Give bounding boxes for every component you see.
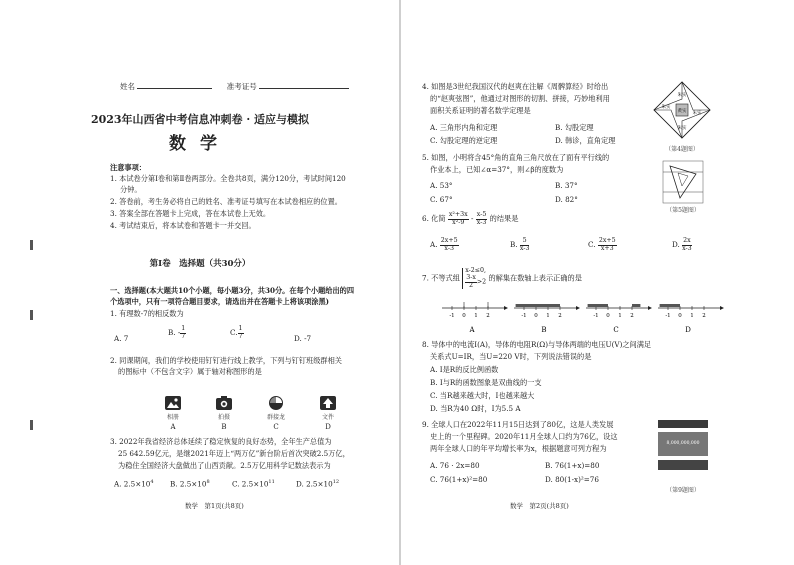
tick-label: 0 (534, 313, 538, 319)
q6-option-c[interactable] (588, 238, 617, 252)
q4-option-a[interactable]: A. 三角形内角和定理 (430, 123, 498, 132)
note-item: 3. 答案全部在答题卡上完成，答在本试卷上无效。 (110, 209, 271, 218)
notes-heading: 注意事项： (110, 163, 146, 172)
note-item: 分钟。 (120, 185, 142, 194)
tick-label: 2 (558, 313, 562, 319)
fraction (180, 326, 186, 340)
numerator: 2x+5 (598, 237, 616, 244)
q5-line: 作业本上，已知∠α=37°，则∠β的度数为 (430, 165, 564, 174)
tick-label: 0 (678, 313, 682, 319)
q3-option-a[interactable] (114, 479, 154, 490)
q6-option-b[interactable] (510, 238, 529, 252)
tick-label: 1 (546, 313, 550, 319)
solution-shading (632, 304, 640, 307)
q3-line: 25 642.59亿元，是继2021年迈上“两万亿”新台阶后首次突破2.5万亿， (118, 449, 350, 458)
fraction (440, 238, 459, 252)
q1-option-c[interactable] (230, 326, 244, 340)
solution-shading (588, 304, 608, 307)
tick-label: 2 (630, 313, 634, 319)
inequality (465, 275, 486, 289)
tick-label: 0 (606, 313, 610, 319)
tick-label: 2 (486, 313, 490, 319)
page-right (400, 0, 794, 565)
solution-shading (660, 304, 680, 307)
option-prefix: B. - (168, 328, 181, 338)
q2-icon-a[interactable] (165, 396, 181, 413)
q5-line: 5. 如图，小明将含45°角的直角三角尺放在了面有平行线的 (422, 153, 610, 162)
tick-label: -1 (521, 313, 527, 319)
exponent: 12 (332, 479, 340, 485)
q3-line: 3. 2022年我省经济总体延续了稳定恢复的良好态势，全年生产总值为 (110, 437, 332, 446)
q3-option-d[interactable] (296, 479, 339, 490)
denominator: x-3 (519, 244, 530, 252)
q9-option-c[interactable]: C. 76(1+x)²=80 (430, 475, 488, 484)
ticket-field[interactable] (259, 88, 349, 89)
diagram-label: 黄实 (677, 109, 687, 114)
binding-mark (30, 310, 33, 320)
page-footer-right: 数学 第2页(共8页) (510, 502, 569, 510)
q2-icon-c[interactable] (268, 396, 284, 413)
tick-label: -1 (593, 313, 599, 319)
option-letter: B (541, 326, 547, 334)
inequality: x-2≤0, (465, 267, 487, 274)
q8-option-a[interactable]: A. I是R的反比例函数 (430, 365, 499, 374)
operator: - (471, 214, 474, 224)
denominator: x-3 (476, 218, 487, 226)
option-label: B. (510, 240, 518, 250)
q3-line: 为稳住全国经济大盘做出了山西贡献。2.5万亿用科学记数法表示为 (118, 461, 331, 470)
section-intro-line: 一、选择题(本大题共10个小题，每小题3分，共30分。在每个小题给出的四 (110, 286, 355, 295)
option-label: D. (672, 240, 680, 250)
image-icon (165, 396, 181, 410)
q7-stem (422, 268, 582, 289)
option-text: A. 2.5×10 (114, 479, 151, 489)
q4-figure-caption: （第4题图） (665, 146, 699, 153)
diagram-label: 朱实 (677, 126, 687, 131)
axis-arrow (576, 306, 580, 310)
exponent: 11 (268, 479, 275, 485)
q4-option-c[interactable]: C. 勾股定理的逆定理 (430, 136, 498, 145)
q2-icon-label: 拍摄 (217, 414, 230, 421)
option-letter: D (685, 326, 691, 334)
q6-stem (422, 212, 518, 226)
triangle-ruler-diagram (662, 160, 704, 204)
option-letter: A (469, 326, 475, 334)
q4-option-d[interactable]: D. 韩诊，直角定理 (555, 136, 616, 145)
q2-icon-letter: C (273, 423, 279, 431)
population-counter: 8,000,000,000 (658, 432, 708, 456)
inequality-system (462, 268, 486, 289)
q5-option-b[interactable]: B. 37° (555, 181, 578, 190)
tick-label: 2 (702, 313, 706, 319)
tick-label: -1 (665, 313, 671, 319)
q1-option-b[interactable] (168, 326, 186, 340)
binding-mark (30, 240, 33, 250)
q4-line: 的“赵爽弦图”，他通过对图形的切割、拼接，巧妙地利用 (430, 94, 610, 103)
option-text: D. 2.5×10 (296, 479, 333, 489)
note-item: 1. 本试卷分第Ⅰ卷和第Ⅱ卷两部分。全卷共8页，满分120分，考试时间120 (110, 174, 346, 183)
q2-icon-letter: B (221, 423, 227, 431)
q9-figure-caption: （第9题图） (666, 487, 700, 494)
denominator: x²-9 (452, 218, 465, 226)
stem-prefix: 7. 不等式组 (422, 273, 460, 283)
axis-arrow (504, 306, 508, 310)
fraction (598, 238, 617, 252)
upload-icon (320, 396, 336, 410)
q2-icon-label: 文件 (321, 414, 334, 421)
note-item: 4. 考试结束后，将本试卷和答题卡一并交回。 (110, 221, 256, 230)
camera-icon (216, 396, 232, 410)
denominator: x-3 (444, 244, 454, 252)
stem-suffix: 的结果是 (489, 214, 519, 224)
q8-option-c[interactable]: C. 当R越来越大时，I也越来越大 (430, 391, 535, 400)
axis-arrow (648, 306, 652, 310)
option-label: C. (588, 240, 596, 250)
numerator: 2x+5 (440, 237, 458, 244)
q5-option-a[interactable]: A. 53° (430, 181, 453, 190)
dial-icon (268, 396, 284, 410)
diagram-label: 朱实 (677, 93, 687, 98)
option-text: B. 2.5×10 (170, 479, 207, 489)
page-footer-left: 数学 第1页(共8页) (185, 502, 244, 510)
fraction (476, 212, 488, 226)
q2-line: 2. 同课期间，我们的学校使用钉钉进行线上教学，下列与钉钉班级群相关 (110, 356, 342, 365)
q2-icon-letter: D (325, 423, 331, 431)
denominator: x+3 (600, 244, 614, 252)
exponent: 8 (206, 479, 210, 485)
exponent: 4 (150, 479, 154, 485)
diagram-label: 朱实 (661, 105, 671, 110)
q3-option-b[interactable] (170, 479, 210, 490)
option-text: C. 2.5×10 (232, 479, 269, 489)
exam-subject: 数学 (169, 134, 231, 154)
name-field[interactable] (137, 88, 212, 89)
fraction (520, 238, 530, 252)
q2-icon-d[interactable] (320, 396, 336, 413)
q4-option-b[interactable]: B. 勾股定理 (555, 123, 594, 132)
q2-icon-b[interactable] (216, 396, 232, 413)
option-label: A. (430, 240, 438, 250)
ticket-label: 准考证号 (226, 82, 257, 91)
numerator: x-5 (476, 211, 487, 218)
name-label: 姓名 (120, 82, 135, 91)
photo-strip (658, 460, 708, 470)
q9-line: 两年全球人口的年平均增长率为x，根据题意可列方程为 (430, 444, 607, 453)
q8-option-d[interactable]: D. 当R为40 Ω时，I为5.5 A (430, 404, 521, 413)
q2-icon-letter: A (170, 423, 176, 431)
option-prefix: C. (230, 328, 238, 338)
fraction (238, 326, 244, 340)
numerator: 2x (683, 237, 691, 244)
q4-line: 4. 如图是3世纪我国汉代的赵爽在注解《周髀算经》时给出 (422, 82, 609, 91)
numerator: 3-x (466, 273, 476, 281)
binding-mark (30, 420, 33, 430)
zhao-shuang-diagram (652, 80, 712, 142)
tick-label: 0 (462, 313, 466, 319)
note-item: 2. 答卷前，考生务必将自己的姓名、准考证号填写在本试卷相应的位置。 (110, 197, 342, 206)
q8-line: 8. 导体中的电流I(A)，导体的电阻R(Ω)与导体两端的电压U(V)之间满足 (422, 340, 652, 349)
q9-option-a[interactable]: A. 76 · 2x=80 (430, 461, 480, 470)
q9-option-d[interactable]: D. 80(1-x)²=76 (545, 475, 599, 484)
section-title: 第Ⅰ卷 选择题（共30分） (149, 259, 251, 269)
q2-icon-label: 相册 (166, 414, 179, 421)
numerator: 5 (520, 238, 530, 246)
numerator: 1 (238, 325, 243, 332)
q2-line: 的图标中（不包含文字）属于轴对称图形的是 (118, 367, 262, 376)
solution-shading (516, 304, 560, 307)
numerator: 1 (181, 325, 186, 332)
tick-label: 1 (474, 313, 478, 319)
tick-label: 1 (690, 313, 694, 319)
q9-line: 史上的一个里程碑。2020年11月全球人口约为76亿，设这 (430, 432, 618, 441)
option-letter: C (613, 326, 619, 334)
stem-suffix: 的解集在数轴上表示正确的是 (488, 273, 582, 283)
photo-strip (658, 420, 708, 428)
q1-option-a[interactable]: A. 7 (114, 334, 129, 343)
q9-option-b[interactable]: B. 76(1+x)=80 (545, 461, 600, 470)
q3-option-c[interactable] (232, 479, 275, 490)
q6-option-d[interactable] (672, 238, 692, 252)
diagram-label: 朱实 (692, 111, 702, 116)
q9-line: 9. 全球人口在2022年11月15日达到了80亿，这是人类发展 (422, 420, 614, 429)
exam-title: 2023年山西省中考信息冲刺卷 · 适应与模拟 (90, 113, 310, 126)
q8-option-b[interactable]: B. I与R的函数图象是双曲线的一支 (430, 378, 542, 387)
numerator: x²+3x (448, 211, 468, 218)
q5-option-c[interactable]: C. 67° (430, 195, 453, 204)
stem-prefix: 6. 化简 (422, 214, 446, 224)
q1-stem: 1. 有理数-7的相反数为 (110, 309, 184, 318)
denominator: 2 (469, 281, 474, 289)
denominator: 7 (181, 332, 186, 340)
fraction (448, 212, 469, 226)
denominator: x-3 (682, 244, 692, 252)
q5-option-d[interactable]: D. 82° (555, 195, 578, 204)
number-line-options (438, 294, 738, 336)
tick-label: -1 (449, 313, 455, 319)
axis-arrow (720, 306, 724, 310)
fraction (682, 238, 692, 252)
header-fields (120, 82, 349, 93)
q2-icon-label: 群接龙 (266, 414, 285, 421)
q8-line: 关系式U=IR，当U=220 V时，下列说法错误的是 (430, 352, 592, 361)
tick-label: 1 (618, 313, 622, 319)
q5-figure-caption: （第5题图） (666, 207, 700, 214)
inequality-suffix: >2 (476, 278, 487, 286)
q6-option-a[interactable] (430, 238, 459, 252)
q1-option-d[interactable]: D. -7 (294, 334, 312, 343)
section-intro-line: 个选项中，只有一项符合题目要求，请选出并在答题卡上将该项涂黑) (110, 297, 330, 306)
population-photo (658, 420, 708, 482)
q4-line: 面积关系证明的著名数学定理是 (430, 106, 531, 115)
denominator: 7 (238, 332, 243, 340)
